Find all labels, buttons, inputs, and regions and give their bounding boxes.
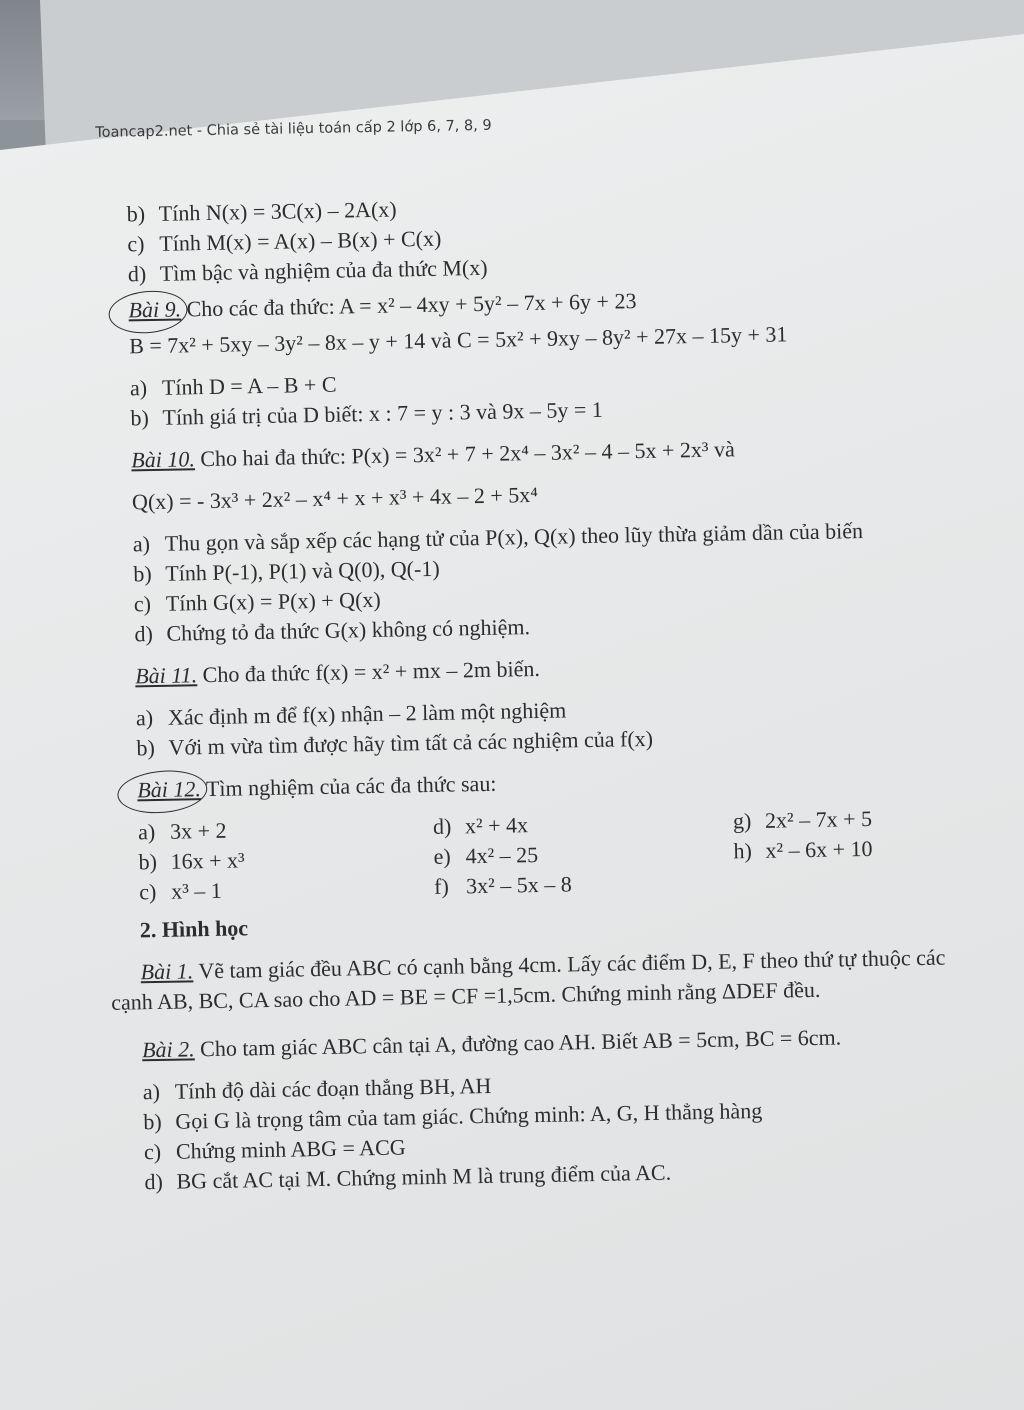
bai11-intro: Bài 11. Cho đa thức f(x) = x² + mx – 2m biến. <box>135 655 541 689</box>
document-content <box>95 102 995 1198</box>
list-item: b) 16x + x³ <box>138 847 245 875</box>
list-item: b) Gọi G là trọng tâm của tam giác. Chứng minh: A, G, H thẳng hàng <box>143 1097 763 1135</box>
bai10-line2: Q(x) = - 3x³ + 2x² – x⁴ + x + x³ + 4x – 2 + 5x⁴ <box>131 481 539 515</box>
list-item: b) Tính N(x) = 3C(x) – 2A(x) <box>126 196 397 227</box>
list-item: h) x² – 6x + 10 <box>733 835 873 864</box>
list-item: c) Tính G(x) = P(x) + Q(x) <box>133 586 381 617</box>
list-item: a) 3x + 2 <box>137 817 227 845</box>
list-item: a) Tính độ dài các đoạn thẳng BH, AH <box>142 1072 492 1105</box>
list-item: c) Tính M(x) = A(x) – B(x) + C(x) <box>127 225 442 257</box>
list-item: d) Tìm bậc và nghiệm của đa thức M(x) <box>127 254 488 287</box>
bai10-intro: Bài 10. Cho hai đa thức: P(x) = 3x² + 7 + 2x⁴ – 3x² – 4 – 5x + 2x³ và <box>131 436 735 473</box>
hh-bai1: Bài 1. Vẽ tam giác đều ABC có cạnh bằng 4cm. Lấy các điểm D, E, F theo thứ tự thuộc các cạnh AB, BC, CA sao cho AD = BE = CF =1,5cm. Chứng minh rằng ΔDEF đều. <box>110 944 946 1015</box>
list-item: c) Chứng minh ABG = ACG <box>143 1134 406 1165</box>
bai12-col2 <box>433 809 572 902</box>
list-item: a) Xác định m để f(x) nhận – 2 làm một nghiệm <box>135 697 567 731</box>
bai9-line2: B = 7x² + 5xy – 3y² – 8x – y + 14 và C = 5x² + 9xy – 8y² + 27x – 15y + 31 <box>128 321 788 359</box>
bai12-title: Bài 12. <box>137 774 201 805</box>
bai10-title: Bài 10. <box>131 446 196 473</box>
bai9-intro: Bài 9. Cho các đa thức: A = x² – 4xy + 5y² – 7x + 6y + 23 <box>98 280 978 326</box>
list-item: b) Tính P(-1), P(1) và Q(0), Q(-1) <box>133 555 440 587</box>
list-item: a) Thu gọn và sắp xếp các hạng tử của P(x), Q(x) theo lũy thừa giảm dần của biến <box>132 517 864 557</box>
list-item: d) BG cắt AC tại M. Chứng minh M là trung điểm của AC. <box>144 1159 672 1195</box>
list-item: e) 4x² – 25 <box>433 842 539 869</box>
bai9-title: Bài 9. <box>128 294 181 325</box>
list-item: g) 2x² – 7x + 5 <box>732 805 873 834</box>
bai12-col3 <box>733 804 873 867</box>
hh-bai2-intro: Bài 2. Cho tam giác ABC cân tại A, đường cao AH. Biết AB = 5cm, BC = 6cm. <box>141 1024 842 1063</box>
list-item: b) Tính giá trị của D biết: x : 7 = y : 3 và 9x – 5y = 1 <box>130 396 603 431</box>
list-item: d) Chứng tỏ đa thức G(x) không có nghiệm. <box>134 614 531 647</box>
bai12-col1 <box>138 815 246 907</box>
list-item: a) Tính D = A – B + C <box>129 371 337 401</box>
bai12-intro: Bài 12. Tìm nghiệm của các đa thức sau: <box>107 760 987 806</box>
section-heading: 2. Hình học <box>139 915 249 943</box>
prev-items <box>97 184 979 290</box>
list-item: d) x² + 4x <box>432 812 529 839</box>
bai11-title: Bài 11. <box>135 662 198 689</box>
list-item: b) Với m vừa tìm được hãy tìm tất cả các nghiệm của f(x) <box>136 725 654 761</box>
hh-bai2-title: Bài 2. <box>141 1036 195 1063</box>
hh-bai1-title: Bài 1. <box>140 958 194 985</box>
list-item: f) 3x² – 5x – 8 <box>433 871 572 899</box>
list-item: c) x³ – 1 <box>138 877 223 905</box>
page-header: Toancap2.net - Chia sẻ tài liệu toán cấp 2 lớp 6, 7, 8, 9 <box>95 117 492 141</box>
bai12-grid <box>108 802 990 916</box>
